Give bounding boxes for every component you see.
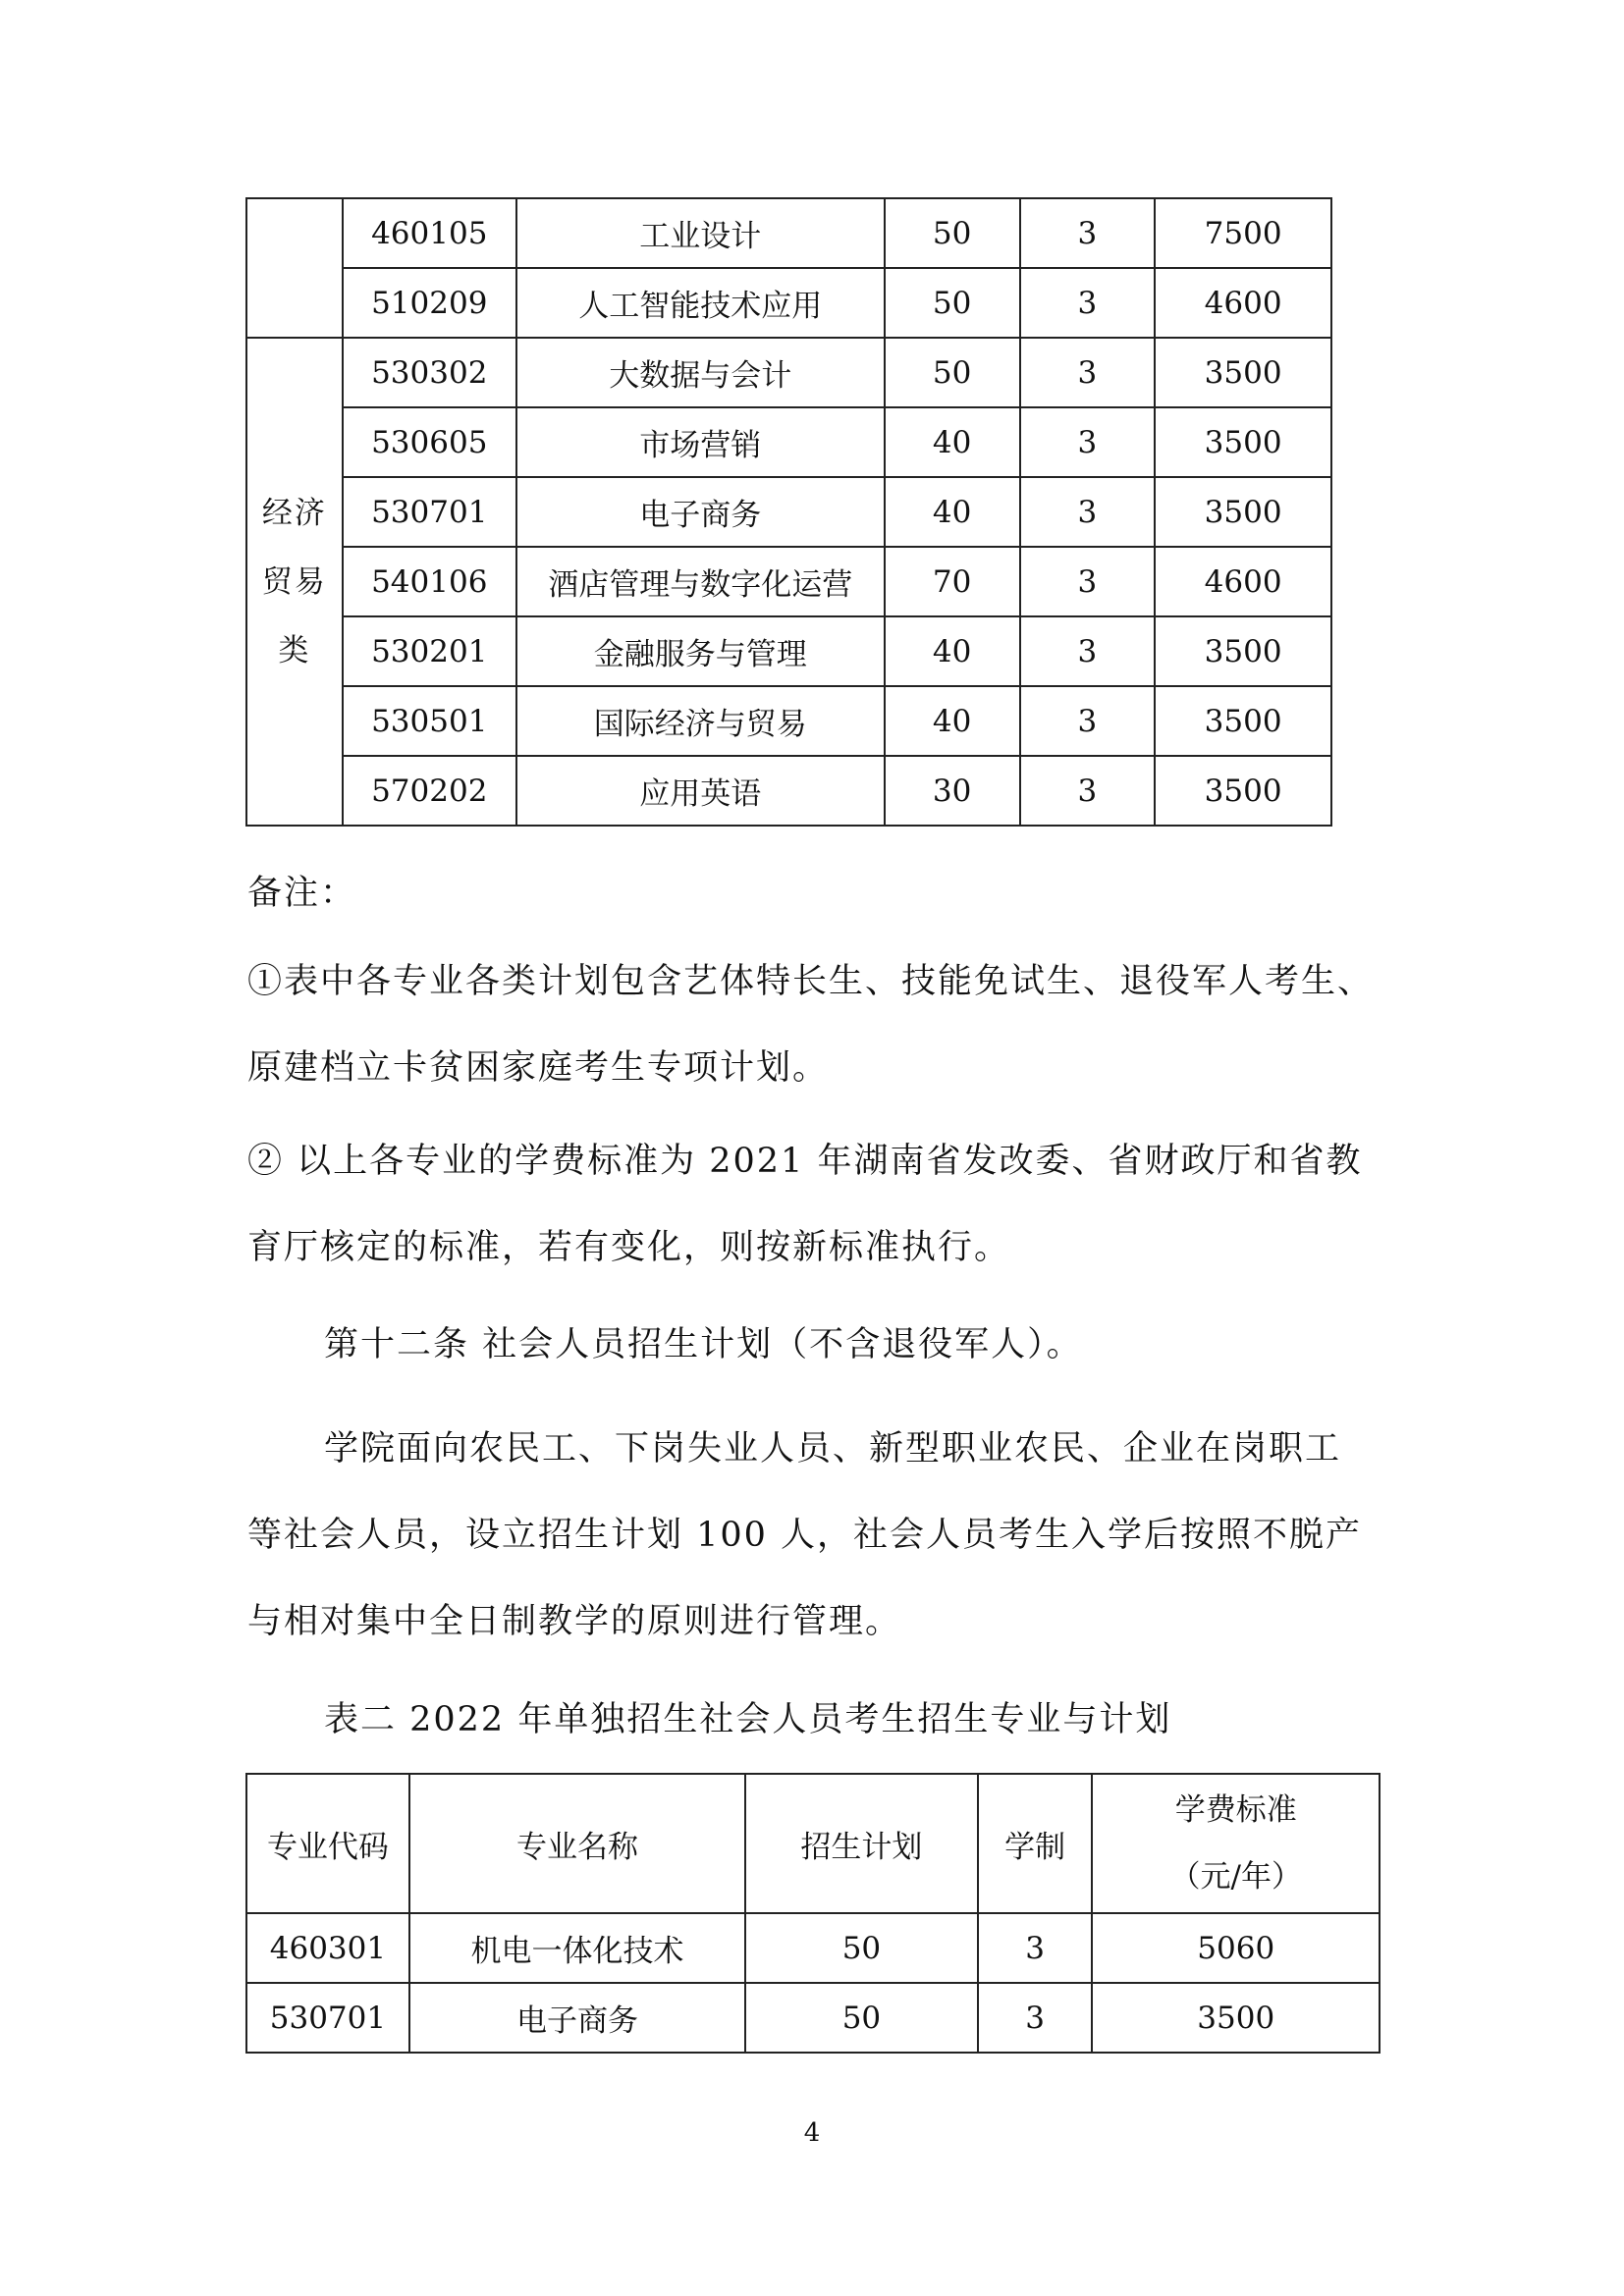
article-title: 第十二条 社会人员招生计划（不含退役军人）。 — [324, 1325, 1083, 1364]
table-row — [246, 198, 1331, 268]
note-2-line-1: ② 以上各专业的学费标准为 2021 年湖南省发改委、省财政厅和省教 — [247, 1142, 1363, 1181]
enroll-plan: 50 — [885, 338, 1020, 407]
header-plan: 招生计划 — [745, 1774, 978, 1913]
table-row — [246, 407, 1331, 477]
study-years: 3 — [1020, 338, 1156, 407]
major-code: 530302 — [343, 338, 516, 407]
category-label: 贸易 — [261, 563, 327, 600]
tuition-fee: 4600 — [1155, 268, 1331, 338]
note-1-line-2: 原建档立卡贫困家庭考生专项计划。 — [247, 1048, 830, 1088]
study-years: 3 — [1020, 268, 1156, 338]
table-row — [246, 477, 1331, 547]
major-name: 电子商务 — [516, 477, 885, 547]
page-number: 4 — [803, 2118, 821, 2148]
article-body-line-2: 等社会人员，设立招生计划 100 人，社会人员考生入学后按照不脱产 — [247, 1516, 1363, 1555]
major-code: 530701 — [343, 477, 516, 547]
major-code: 570202 — [343, 756, 516, 826]
enroll-plan: 70 — [885, 547, 1020, 616]
study-years: 3 — [1020, 756, 1156, 826]
major-code: 530701 — [246, 1983, 409, 2053]
study-years: 3 — [1020, 198, 1156, 268]
tuition-fee: 3500 — [1155, 686, 1331, 756]
study-years: 3 — [1020, 477, 1156, 547]
tuition-fee: 7500 — [1155, 198, 1331, 268]
major-name: 市场营销 — [516, 407, 885, 477]
tuition-fee: 3500 — [1155, 756, 1331, 826]
enroll-plan: 50 — [885, 268, 1020, 338]
enroll-plan: 50 — [745, 1983, 978, 2053]
enroll-plan: 40 — [885, 686, 1020, 756]
category-cell-empty — [246, 198, 343, 338]
study-years: 3 — [978, 1913, 1093, 1983]
major-name: 人工智能技术应用 — [516, 268, 885, 338]
enroll-plan: 40 — [885, 616, 1020, 686]
major-name: 应用英语 — [516, 756, 885, 826]
major-name: 工业设计 — [516, 198, 885, 268]
note-1-line-1: ①表中各专业各类计划包含艺体特长生、技能免试生、退役军人考生、 — [247, 962, 1375, 1001]
tuition-fee: 3500 — [1155, 616, 1331, 686]
tuition-fee: 3500 — [1155, 407, 1331, 477]
tuition-fee: 5060 — [1092, 1913, 1380, 1983]
table-row — [246, 1913, 1380, 1983]
table-row — [246, 756, 1331, 826]
category-label: 类 — [278, 632, 311, 668]
table-row — [246, 686, 1331, 756]
table-row — [246, 338, 1331, 407]
major-code: 460301 — [246, 1913, 409, 1983]
social-enrollment-table — [245, 1773, 1380, 2054]
tuition-fee: 3500 — [1155, 477, 1331, 547]
study-years: 3 — [1020, 616, 1156, 686]
major-code: 530201 — [343, 616, 516, 686]
enroll-plan: 30 — [885, 756, 1020, 826]
table-row — [246, 547, 1331, 616]
category-label: 经济 — [261, 495, 327, 531]
major-code: 510209 — [343, 268, 516, 338]
header-years: 学制 — [978, 1774, 1093, 1913]
category-cell-economy-trade — [246, 338, 343, 826]
header-code: 专业代码 — [246, 1774, 409, 1913]
study-years: 3 — [978, 1983, 1093, 2053]
header-fee-line-1: 学费标准 — [1174, 1792, 1297, 1828]
enroll-plan: 40 — [885, 477, 1020, 547]
table-2-caption: 表二 2022 年单独招生社会人员考生招生专业与计划 — [324, 1700, 1172, 1739]
header-fee-line-2: （元/年） — [1169, 1859, 1302, 1895]
notes-heading: 备注： — [247, 874, 357, 913]
table-row — [246, 268, 1331, 338]
note-2-line-2: 育厅核定的标准，若有变化，则按新标准执行。 — [247, 1228, 1011, 1267]
tuition-fee: 3500 — [1155, 338, 1331, 407]
tuition-fee: 4600 — [1155, 547, 1331, 616]
table-row — [246, 1983, 1380, 2053]
major-name: 电子商务 — [409, 1983, 745, 2053]
major-code: 460105 — [343, 198, 516, 268]
major-name: 机电一体化技术 — [409, 1913, 745, 1983]
major-name: 酒店管理与数字化运营 — [516, 547, 885, 616]
enroll-plan: 50 — [745, 1913, 978, 1983]
study-years: 3 — [1020, 407, 1156, 477]
article-body-line-1: 学院面向农民工、下岗失业人员、新型职业农民、企业在岗职工 — [324, 1429, 1342, 1468]
major-plan-table-continued — [245, 197, 1332, 827]
major-name: 金融服务与管理 — [516, 616, 885, 686]
major-name: 大数据与会计 — [516, 338, 885, 407]
header-name: 专业名称 — [409, 1774, 745, 1913]
major-code: 540106 — [343, 547, 516, 616]
study-years: 3 — [1020, 686, 1156, 756]
major-code: 530605 — [343, 407, 516, 477]
table-header-row — [246, 1774, 1380, 1913]
enroll-plan: 40 — [885, 407, 1020, 477]
major-name: 国际经济与贸易 — [516, 686, 885, 756]
enroll-plan: 50 — [885, 198, 1020, 268]
header-fee — [1092, 1774, 1380, 1913]
tuition-fee: 3500 — [1092, 1983, 1380, 2053]
major-code: 530501 — [343, 686, 516, 756]
study-years: 3 — [1020, 547, 1156, 616]
table-row — [246, 616, 1331, 686]
article-body-line-3: 与相对集中全日制教学的原则进行管理。 — [247, 1602, 902, 1641]
